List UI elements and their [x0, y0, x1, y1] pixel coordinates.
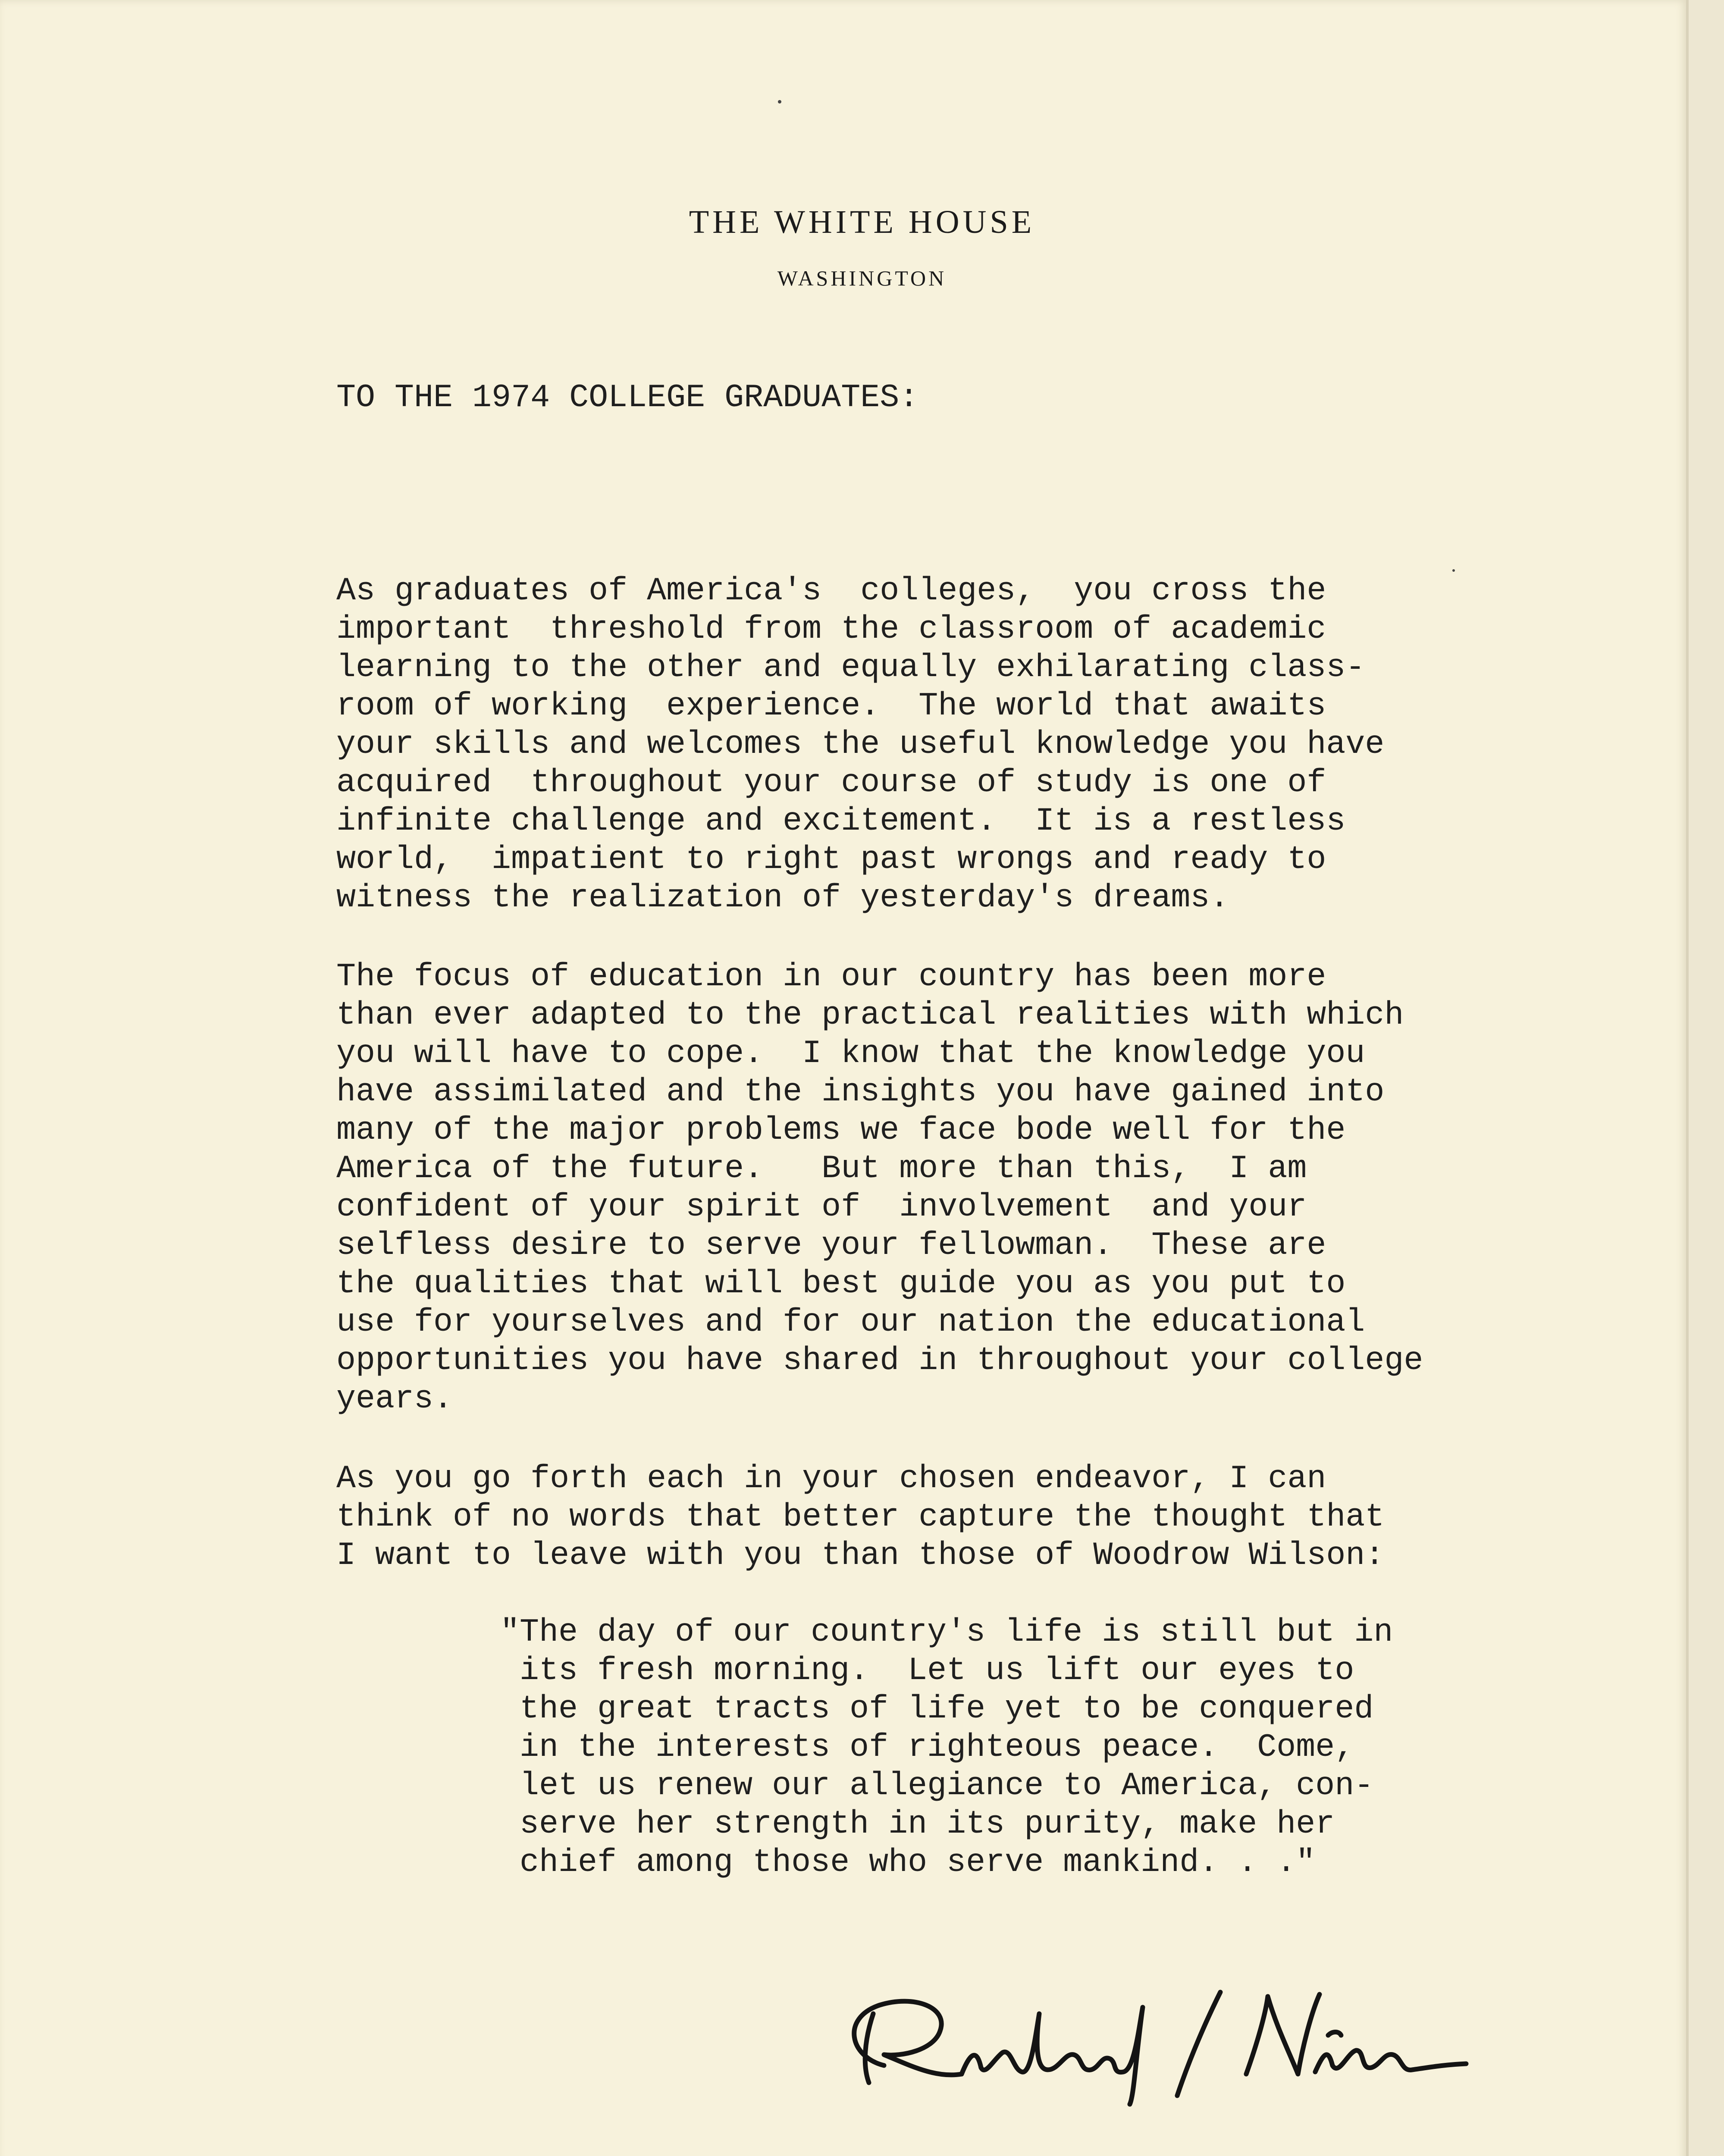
paragraph-2: The focus of education in our country has been more than ever adapted to the practical realities with which you will have to cope. I know that the knowledge you have assimilated and the insights you have gained into many of the major problems we face bode well for the America of the future. But more than this, I am confident of your spirit of involvement and your selfless desire to serve your fellowman. These are the qualities that will best guide you as you put to use for yourselves and for our nation the educational opportunities you have shared in throughout your college years. — [336, 959, 1423, 1417]
paper-mark — [778, 100, 781, 103]
letterhead-title: THE WHITE HOUSE — [689, 204, 1035, 240]
paper-mark — [1452, 569, 1455, 572]
signature — [832, 1966, 1470, 2113]
letterhead-location: WASHINGTON — [777, 266, 947, 290]
wilson-quote: "The day of our country's life is still but in its fresh morning. Let us lift our eyes to the great tracts of life yet to be conquered in the interests of righteous peace. Come, let us renew our allegiance to America, con- serve her strength in its purity, make her chief among those who serve mankind. . ." — [500, 1614, 1393, 1881]
salutation: TO THE 1974 COLLEGE GRADUATES: — [336, 379, 919, 416]
paragraph-3: As you go forth each in your chosen endeavor, I can think of no words that better capture the thought that I want to leave with you than those of Woodrow Wilson: — [336, 1460, 1385, 1574]
paragraph-1: As graduates of America's colleges, you cross the important threshold from the classroom of academic learning to the other and equally exhilarating class- room of working experience. The world that awaits your skills and welcomes the useful knowledge you have acquired throughout your course of study is one of infinite challenge and excitement. It is a restless world, impatient to right past wrongs and ready to witness the realization of yesterday's dreams. — [336, 573, 1385, 916]
page-edge — [1686, 0, 1724, 2156]
